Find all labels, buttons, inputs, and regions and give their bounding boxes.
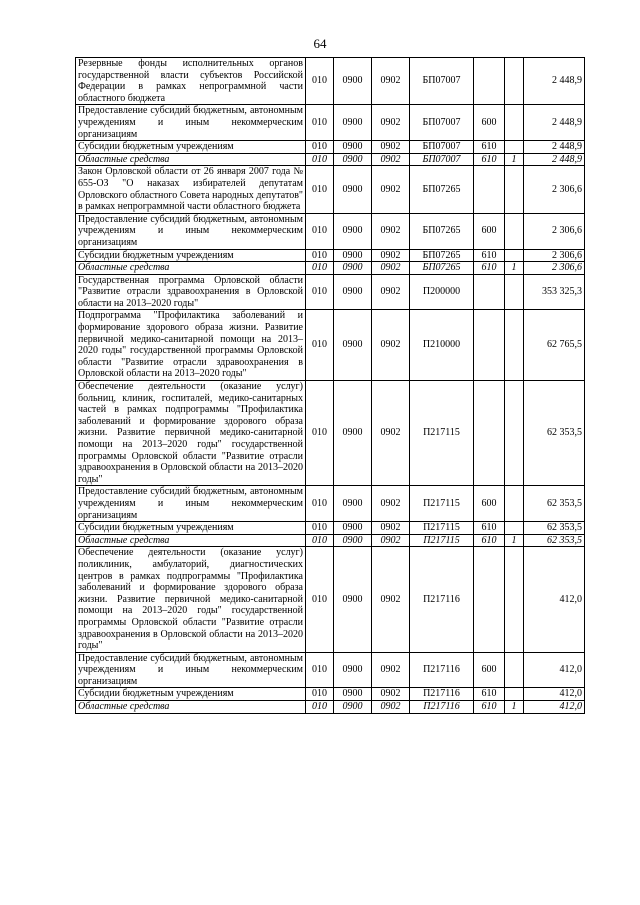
table-row: [76, 249, 585, 262]
table-row: [76, 310, 585, 381]
row-amount: 2 448,9: [524, 105, 585, 141]
row-code-source: 1: [505, 262, 524, 275]
row-code-target: БП07265: [410, 249, 474, 262]
row-code-section: 0900: [334, 652, 372, 688]
row-code-target: П217116: [410, 688, 474, 701]
row-code-expense-type: [474, 310, 505, 381]
row-code-subsection: 0902: [372, 701, 410, 714]
row-code-target: БП07007: [410, 58, 474, 105]
row-code-source: [505, 652, 524, 688]
row-code-admin: 010: [306, 486, 334, 522]
row-description: Предоставление субсидий бюджетным, автономным учреждениям и иным некоммерческим организациям: [76, 486, 306, 522]
row-amount: 353 325,3: [524, 274, 585, 310]
row-description: Обеспечение деятельности (оказание услуг) больниц, клиник, госпиталей, медико-санитарных частей в рамках подпрограммы "Профилактика заболеваний и формирование здорового образа жизни. Развитие первичной медико-санитарной помощи на 2013–2020 годы" государственной программы Орловской области "Развитие отрасли здравоохранения в Орловской области на 2013–2020 годы": [76, 381, 306, 486]
row-amount: 412,0: [524, 652, 585, 688]
table-row: [76, 486, 585, 522]
row-code-subsection: 0902: [372, 381, 410, 486]
row-code-expense-type: 610: [474, 522, 505, 535]
row-code-expense-type: [474, 166, 505, 213]
row-code-subsection: 0902: [372, 652, 410, 688]
row-code-expense-type: 610: [474, 262, 505, 275]
row-code-section: 0900: [334, 486, 372, 522]
row-code-subsection: 0902: [372, 274, 410, 310]
row-code-section: 0900: [334, 701, 372, 714]
row-code-source: [505, 213, 524, 249]
row-code-subsection: 0902: [372, 688, 410, 701]
row-code-section: 0900: [334, 58, 372, 105]
row-code-source: [505, 249, 524, 262]
row-code-subsection: 0902: [372, 522, 410, 535]
row-code-admin: 010: [306, 141, 334, 154]
row-code-section: 0900: [334, 249, 372, 262]
row-code-target: П217116: [410, 701, 474, 714]
row-code-section: 0900: [334, 381, 372, 486]
row-code-section: 0900: [334, 213, 372, 249]
row-code-source: [505, 522, 524, 535]
row-code-expense-type: 600: [474, 486, 505, 522]
row-description: Субсидии бюджетным учреждениям: [76, 141, 306, 154]
row-code-section: 0900: [334, 105, 372, 141]
row-code-section: 0900: [334, 534, 372, 547]
row-description: Областные средства: [76, 534, 306, 547]
row-description: Предоставление субсидий бюджетным, автономным учреждениям и иным некоммерческим организациям: [76, 652, 306, 688]
row-code-admin: 010: [306, 213, 334, 249]
row-code-source: [505, 381, 524, 486]
row-code-source: [505, 105, 524, 141]
row-code-section: 0900: [334, 547, 372, 652]
row-code-target: БП07007: [410, 141, 474, 154]
row-code-subsection: 0902: [372, 534, 410, 547]
row-code-expense-type: 610: [474, 141, 505, 154]
row-code-expense-type: [474, 274, 505, 310]
row-code-target: БП07007: [410, 153, 474, 166]
table-row: [76, 141, 585, 154]
row-code-admin: 010: [306, 534, 334, 547]
row-code-subsection: 0902: [372, 166, 410, 213]
row-amount: 412,0: [524, 701, 585, 714]
row-code-admin: 010: [306, 381, 334, 486]
row-code-expense-type: 610: [474, 701, 505, 714]
row-code-target: П210000: [410, 310, 474, 381]
table-row: [76, 262, 585, 275]
table-row: [76, 213, 585, 249]
row-code-subsection: 0902: [372, 262, 410, 275]
table-row: [76, 688, 585, 701]
table-row: [76, 105, 585, 141]
row-amount: 412,0: [524, 688, 585, 701]
row-code-expense-type: [474, 58, 505, 105]
row-code-section: 0900: [334, 141, 372, 154]
row-amount: 62 353,5: [524, 522, 585, 535]
row-code-subsection: 0902: [372, 547, 410, 652]
row-description: Обеспечение деятельности (оказание услуг) поликлиник, амбулаторий, диагностических центров в рамках подпрограммы "Профилактика заболеваний и формирование здорового образа жизни. Развитие первичной медико-санитарной помощи на 2013–2020 годы" государственной программы Орловской области "Развитие отрасли здравоохранения в Орловской области на 2013–2020 годы": [76, 547, 306, 652]
row-code-admin: 010: [306, 58, 334, 105]
table-row: [76, 522, 585, 535]
row-code-target: БП07265: [410, 262, 474, 275]
row-code-expense-type: 600: [474, 105, 505, 141]
row-code-target: П217116: [410, 652, 474, 688]
row-code-admin: 010: [306, 153, 334, 166]
row-code-expense-type: [474, 547, 505, 652]
row-code-section: 0900: [334, 522, 372, 535]
table-row: [76, 381, 585, 486]
row-code-target: БП07265: [410, 166, 474, 213]
row-code-expense-type: 610: [474, 153, 505, 166]
row-code-admin: 010: [306, 688, 334, 701]
row-code-subsection: 0902: [372, 213, 410, 249]
row-amount: 62 353,5: [524, 486, 585, 522]
row-code-source: [505, 547, 524, 652]
row-code-section: 0900: [334, 153, 372, 166]
row-description: Субсидии бюджетным учреждениям: [76, 249, 306, 262]
row-code-target: П217115: [410, 522, 474, 535]
row-code-subsection: 0902: [372, 310, 410, 381]
row-code-section: 0900: [334, 688, 372, 701]
row-code-expense-type: 610: [474, 688, 505, 701]
row-description: Подпрограмма "Профилактика заболеваний и формирование здорового образа жизни. Развитие первичной медико-санитарной помощи на 2013–2020 годы" государственной программы Орловской области "Развитие отрасли здравоохранения в Орловской области на 2013–2020 годы": [76, 310, 306, 381]
row-code-admin: 010: [306, 547, 334, 652]
row-code-admin: 010: [306, 166, 334, 213]
row-description: Субсидии бюджетным учреждениям: [76, 522, 306, 535]
row-amount: 2 448,9: [524, 153, 585, 166]
row-code-target: БП07265: [410, 213, 474, 249]
page-number: 64: [313, 36, 327, 51]
row-description: Предоставление субсидий бюджетным, автономным учреждениям и иным некоммерческим организациям: [76, 105, 306, 141]
row-code-expense-type: 610: [474, 249, 505, 262]
row-code-target: П217115: [410, 381, 474, 486]
row-code-source: [505, 166, 524, 213]
row-code-source: [505, 58, 524, 105]
row-amount: 2 306,6: [524, 213, 585, 249]
row-code-source: 1: [505, 701, 524, 714]
row-code-admin: 010: [306, 262, 334, 275]
budget-table: [75, 57, 585, 714]
row-code-source: 1: [505, 534, 524, 547]
row-code-admin: 010: [306, 249, 334, 262]
row-code-section: 0900: [334, 166, 372, 213]
row-code-source: 1: [505, 153, 524, 166]
table-row: [76, 58, 585, 105]
row-amount: 62 353,5: [524, 534, 585, 547]
row-code-target: БП07007: [410, 105, 474, 141]
row-code-target: П217115: [410, 486, 474, 522]
row-description: Предоставление субсидий бюджетным, автономным учреждениям и иным некоммерческим организациям: [76, 213, 306, 249]
row-code-source: [505, 274, 524, 310]
row-code-source: [505, 310, 524, 381]
row-code-expense-type: [474, 381, 505, 486]
row-amount: 2 448,9: [524, 58, 585, 105]
row-amount: 2 306,6: [524, 166, 585, 213]
table-row: [76, 274, 585, 310]
row-code-section: 0900: [334, 310, 372, 381]
row-code-expense-type: 600: [474, 213, 505, 249]
row-code-admin: 010: [306, 274, 334, 310]
row-code-section: 0900: [334, 274, 372, 310]
row-code-source: [505, 486, 524, 522]
row-code-target: П217115: [410, 534, 474, 547]
row-description: Субсидии бюджетным учреждениям: [76, 688, 306, 701]
row-amount: 62 353,5: [524, 381, 585, 486]
table-row: [76, 701, 585, 714]
row-description: Областные средства: [76, 701, 306, 714]
row-code-target: П217116: [410, 547, 474, 652]
row-code-source: [505, 141, 524, 154]
row-code-subsection: 0902: [372, 105, 410, 141]
row-code-admin: 010: [306, 652, 334, 688]
row-code-subsection: 0902: [372, 153, 410, 166]
table-row: [76, 166, 585, 213]
row-amount: 2 306,6: [524, 249, 585, 262]
row-code-admin: 010: [306, 701, 334, 714]
row-description: Областные средства: [76, 153, 306, 166]
row-code-subsection: 0902: [372, 58, 410, 105]
budget-rows: [76, 58, 585, 714]
row-code-admin: 010: [306, 310, 334, 381]
table-row: [76, 534, 585, 547]
row-code-expense-type: 610: [474, 534, 505, 547]
row-code-admin: 010: [306, 522, 334, 535]
row-code-section: 0900: [334, 262, 372, 275]
row-description: Закон Орловской области от 26 января 2007 года № 655-ОЗ "О наказах избирателей депутатам Орловского областного Совета народных депутатов" в рамках непрограммной части областного бюджета: [76, 166, 306, 213]
row-code-target: П200000: [410, 274, 474, 310]
row-description: Областные средства: [76, 262, 306, 275]
table-row: [76, 652, 585, 688]
row-description: Резервные фонды исполнительных органов государственной власти субъектов Российской Федерации в рамках непрограммной части областного бюджета: [76, 58, 306, 105]
table-row: [76, 153, 585, 166]
row-code-subsection: 0902: [372, 486, 410, 522]
table-row: [76, 547, 585, 652]
row-code-admin: 010: [306, 105, 334, 141]
row-amount: 412,0: [524, 547, 585, 652]
row-amount: 62 765,5: [524, 310, 585, 381]
row-code-subsection: 0902: [372, 141, 410, 154]
row-amount: 2 306,6: [524, 262, 585, 275]
row-description: Государственная программа Орловской области "Развитие отрасли здравоохранения в Орловской области на 2013–2020 годы": [76, 274, 306, 310]
row-code-subsection: 0902: [372, 249, 410, 262]
row-amount: 2 448,9: [524, 141, 585, 154]
row-code-source: [505, 688, 524, 701]
row-code-expense-type: 600: [474, 652, 505, 688]
